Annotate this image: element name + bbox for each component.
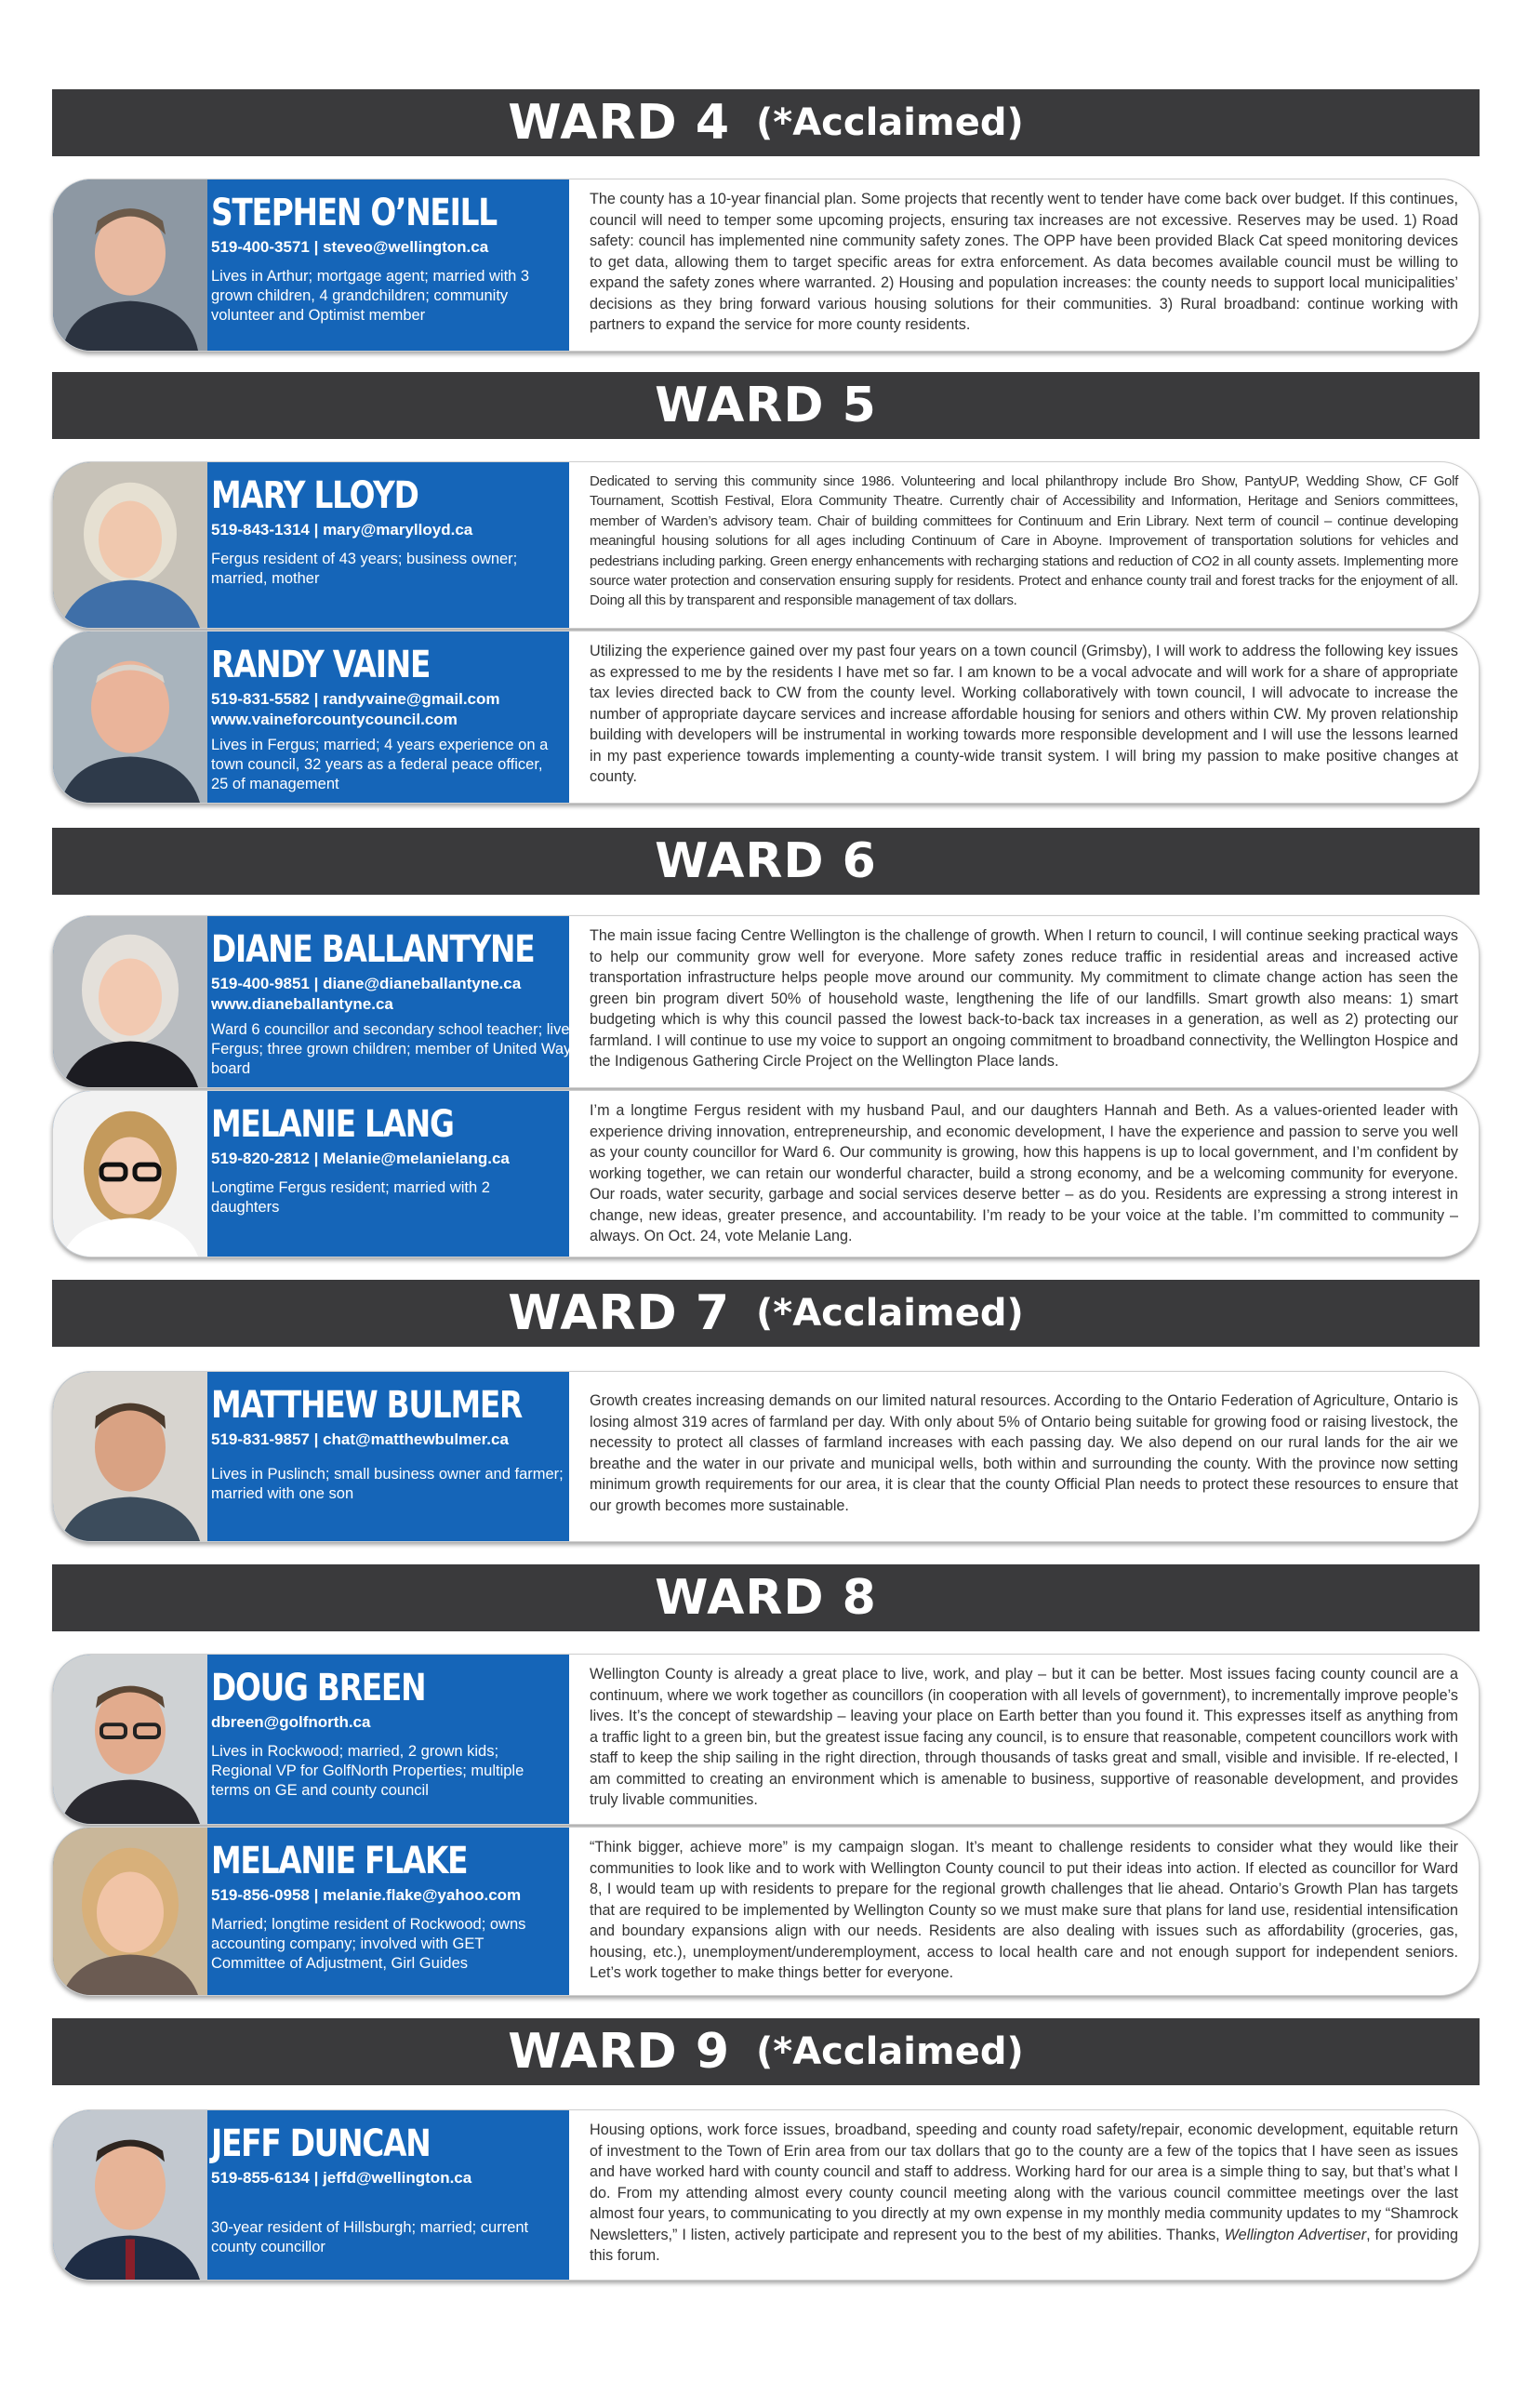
candidate-name: JEFF DUNCAN [211,2122,431,2165]
candidate-bio: Longtime Fergus resident; married with 2 daughters [211,1179,490,1216]
candidate-id-panel [53,1091,569,1257]
ward-title: WARD 9 [508,2024,731,2080]
candidate-photo [53,916,207,1087]
candidate-id-panel [53,1372,569,1541]
candidate-id-panel [53,462,569,628]
ward-note: (*Acclaimed) [756,1292,1024,1335]
candidate-statement: Wellington County is already a great place to live, work, and play – but it can be better. Most issues facing county council are a continuum, where we work together as councillors (in cooperation with all levels of government), to incrementally improve people’s lives. It’s the concept of stewardship – leaving your place on Earth better than you found it. This expresses itself as anything from a traffic light to a green bin, but the greatest issue facing any council, is to ensure that reasonable, competent councillors work with staff to keep the ship sailing in the right direction, through thousands of tasks great and small, visible and invisible. If re-elected, I am committed to creating an environment which is amenable to business, supportive of reasonable development, and provides truly livable communities. [590,1666,1458,1808]
candidate-id-panel [53,1828,569,1995]
candidate-name: MARY LLOYD [211,474,418,517]
candidate-contact: dbreen@golfnorth.ca [211,1713,371,1731]
ward-note: (*Acclaimed) [756,2030,1024,2073]
candidate-contact: 519-820-2812 | Melanie@melanielang.ca [211,1150,510,1167]
candidate-bio: Lives in Puslinch; small business owner and farmer; married with one son [211,1466,564,1502]
ward-4-banner [52,89,1480,156]
ward-title: WARD 8 [655,1570,877,1626]
candidate-contact: 519-843-1314 | mary@marylloyd.ca [211,521,473,539]
candidate-name: DIANE BALLANTYNE [211,928,535,971]
candidate-statement [569,2110,1479,2280]
candidate-statement: The county has a 10-year financial plan. Some projects that recently went to tender have come back over budget. If this continues, council will need to temper some upcoming projects, ensuring tax increases are not excessive. Reserves may be used. 1) Road safety: council has implemented nine community safety zones. The OPP have been provided Black Cat speed monitoring devices to get data, allowing them to target specific areas for extra enforcement. As data becomes available council must be willing to expand the safety zones where warranted. 2) Housing and population increases: the county needs to support local municipalities’ decisions as they bring forward various housing solutions for their communities. 3) Rural broadband: continue working with partners to expand the service for more county residents. [590,191,1458,333]
candidate-id-panel [53,1655,569,1824]
candidate-statement: Growth creates increasing demands on our limited natural resources. According to the Ontario Federation of Agriculture, Ontario is losing almost 319 acres of farmland per day. With only about 5% of Ontario being suitable for growing food or raising livestock, the necessity to protect all classes of farmland increases with each passing day. We also depend on our rural lands for the air we breathe and the water in our private and municipal wells, both within and surrounding the county. With the province now setting minimum growth requirements for our area, it is clear that the county Official Plan needs to protect these resources to ensure that our growth becomes more sustainable. [590,1392,1458,1514]
candidate-card-lloyd [52,461,1480,629]
candidate-statement: “Think bigger, achieve more” is my campaign slogan. It’s meant to challenge residents to consider what they would like their communities to look like and to work with Wellington County council to put their ideas into action. If elected as councillor for Ward 8, I would team up with residents to prepare for the regional growth challenges that lie ahead. Ontario’s Growth Plan has targets that are required to be implemented by Wellington County so we must make sure that plans for land use, residential intensification and boundary expansions align with our needs. Residents are also dealing with issues such as affordability (groceries, gas, housing, etc.), unemployment/underemployment, access to local health care and not enough support for independent seniors. Let’s work together to make things better for everyone. [590,1839,1458,1981]
candidate-bio: Lives in Fergus; married; 4 years experience on a town council, 32 years as a federal peace officer, 25 of management [211,737,549,792]
candidate-bio: Ward 6 councillor and secondary school teacher; lives in Fergus; three grown children; member of United Way board [211,1021,594,1077]
candidate-name: MELANIE FLAKE [211,1840,468,1882]
candidate-photo [53,1828,207,1995]
candidate-bio: Lives in Arthur; mortgage agent; married with 3 grown children, 4 grandchildren; community volunteer and Optimist member [211,268,530,324]
candidate-contact: 519-831-9857 | chat@matthewbulmer.ca [211,1430,509,1448]
candidate-id-panel [53,180,569,351]
candidate-card-duncan [52,2109,1480,2281]
candidate-bio: 30-year resident of Hillsburgh; married; current county councillor [211,2219,529,2255]
candidate-name: MATTHEW BULMER [211,1384,523,1427]
candidate-bio: Fergus resident of 43 years; business owner; married, mother [211,551,518,587]
candidate-contact: 519-400-9851 | diane@dianeballantyne.ca [211,975,522,992]
candidate-name: RANDY VAINE [211,644,431,686]
statement-end: , for providing this forum. [590,2226,1459,2264]
ward-7-banner [52,1280,1480,1347]
ward-title: WARD 4 [508,95,731,151]
ward-8-banner [52,1564,1480,1631]
candidate-website: www.vaineforcountycouncil.com [211,711,458,728]
candidate-card-vaine [52,631,1480,804]
candidate-statement: Utilizing the experience gained over my past four years on a town council (Grimsby), I will work to address the following key issues as expressed to me by the residents I have met so far. I am known to be a vocal advocate and will work for a share of appropriate tax levies directed back to CW from the county level. Working collaboratively with town council, I will advocate to increase the number of appropriate daycare services and increase affordable housing for seniors and others within CW. My proven relationship building with developers will be instrumental in working towards more responsible development and I will use the lessons learned in my past experience towards implementing a county-wide transit system. I will bring my passion to make positive changes at county. [590,643,1458,785]
ward-9-banner [52,2018,1480,2085]
candidate-photo [53,2110,207,2280]
ward-6-banner [52,828,1480,895]
ward-note: (*Acclaimed) [756,101,1024,144]
ward-title: WARD 5 [655,378,877,433]
candidate-contact: 519-831-5582 | randyvaine@gmail.com [211,690,500,708]
statement-text: Housing options, work force issues, broadband, speeding and county road safety/repair, economic development, equitable return of investment to the Town of Erin area from our tax dollars that go to the county are a few of the topics that I have seen as issues and have worked hard with county council and staff to address. Working hard for our area is a simple thing to say, but that’s what I do. From my attending almost every county council meeting along with the various council committee meetings over the last almost four years, to communicating to you directly at my own expense in my monthly media community updates to my “Shamrock Newsletters,” I listen, actively participate and represent you to the best of my abilities. Thanks, [590,2122,1458,2243]
candidate-card-flake [52,1827,1480,1996]
ward-title: WARD 6 [655,833,877,889]
candidate-name: MELANIE LANG [211,1103,454,1146]
candidate-card-lang [52,1090,1480,1257]
candidate-card-breen [52,1654,1480,1825]
candidate-statement: Dedicated to serving this community since 1986. Volunteering and local philanthropy include Bro Show, PantyUP, Wedding Show, CF Golf Tournament, Scottish Festival, Elora Community Theatre. Currently chair of Accessibility and Information, Heritage and Seniors committees, member of Warden’s advisory team. Chair of building committees for Continuum and Erin Library. Next term of council – continue developing meaningful housing solutions for all ages including Continuum of Care in Aboyne. Improvement of transportation solutions for vehicles and pedestrians including parking. Green energy enhancements with recharging stations and reduction of CO2 in all county assets. Implementing more source water protection and conservation ensuring supply for residents. Protect and enhance county trail and forest tracks for the enjoyment of all. Doing all this by transparent and responsible management of tax dollars. [590,473,1458,609]
candidate-contact: 519-856-0958 | melanie.flake@yahoo.com [211,1886,522,1904]
candidate-photo [53,180,207,351]
candidate-card-ballantyne [52,915,1480,1088]
ward-5-banner [52,372,1480,439]
candidate-photo [53,1091,207,1257]
candidate-photo [53,1655,207,1824]
candidate-contact: 519-400-3571 | steveo@wellington.ca [211,238,489,256]
candidate-card-oneill [52,179,1480,352]
candidate-id-panel [53,632,569,803]
candidate-photo [53,1372,207,1541]
ward-title: WARD 7 [508,1285,731,1341]
candidate-photo [53,632,207,803]
candidate-name: STEPHEN O’NEILL [211,192,497,234]
candidate-bio: Lives in Rockwood; married, 2 grown kids; Regional VP for GolfNorth Properties; multiple terms on GE and county council [211,1743,524,1799]
candidate-website: www.dianeballantyne.ca [211,995,393,1013]
candidate-card-bulmer [52,1371,1480,1542]
candidate-contact: 519-855-6134 | jeffd@wellington.ca [211,2169,472,2187]
candidate-bio: Married; longtime resident of Rockwood; owns accounting company; involved with GET Committee of Adjustment, Girl Guides [211,1916,526,1972]
candidate-id-panel [53,916,594,1087]
candidate-id-panel [53,2110,569,2280]
candidate-photo [53,462,207,628]
candidate-name: DOUG BREEN [211,1667,426,1709]
candidate-statement: I’m a longtime Fergus resident with my husband Paul, and our daughters Hannah and Beth. As a values-oriented leader with experience driving innovation, entrepreneurship, and economic development, I have the experience and passion to serve you well as your county councillor for Ward 6. Our community is growing, how this happens is up to local government, and I’m confident by working together, we can retain our wonderful character, build a strong economy, and be a welcoming community for everyone. Our roads, water security, garbage and social services deserve better – as do you. Residents are expressing a strong interest in change, new ideas, greater presence, and accountability. I’m ready to be your voice at the table. I’m committed to community – always. On Oct. 24, vote Melanie Lang. [590,1102,1458,1244]
candidate-statement: The main issue facing Centre Wellington is the challenge of growth. When I return to council, I will continue seeking practical ways to help our community grow well for everyone. More safety zones reduce traffic in residential areas and increased active transportation infrastructure helps people move around our community. My commitment to climate change action has seen the green bin program divert 50% of household waste, lengthening the life of our landfills. Smart growth also means: 1) smart budgeting which is why this council passed the lowest back-to-back tax increases in a generation, as well as 2) protecting our farmland. I will continue to use my voice to support an ongoing commitment to broadband connectivity, the Wellington Hospice and the Indigenous Gathering Circle Project on the Wellington Place lands. [590,927,1458,1070]
statement-publication: Wellington Advertiser [1224,2226,1367,2243]
